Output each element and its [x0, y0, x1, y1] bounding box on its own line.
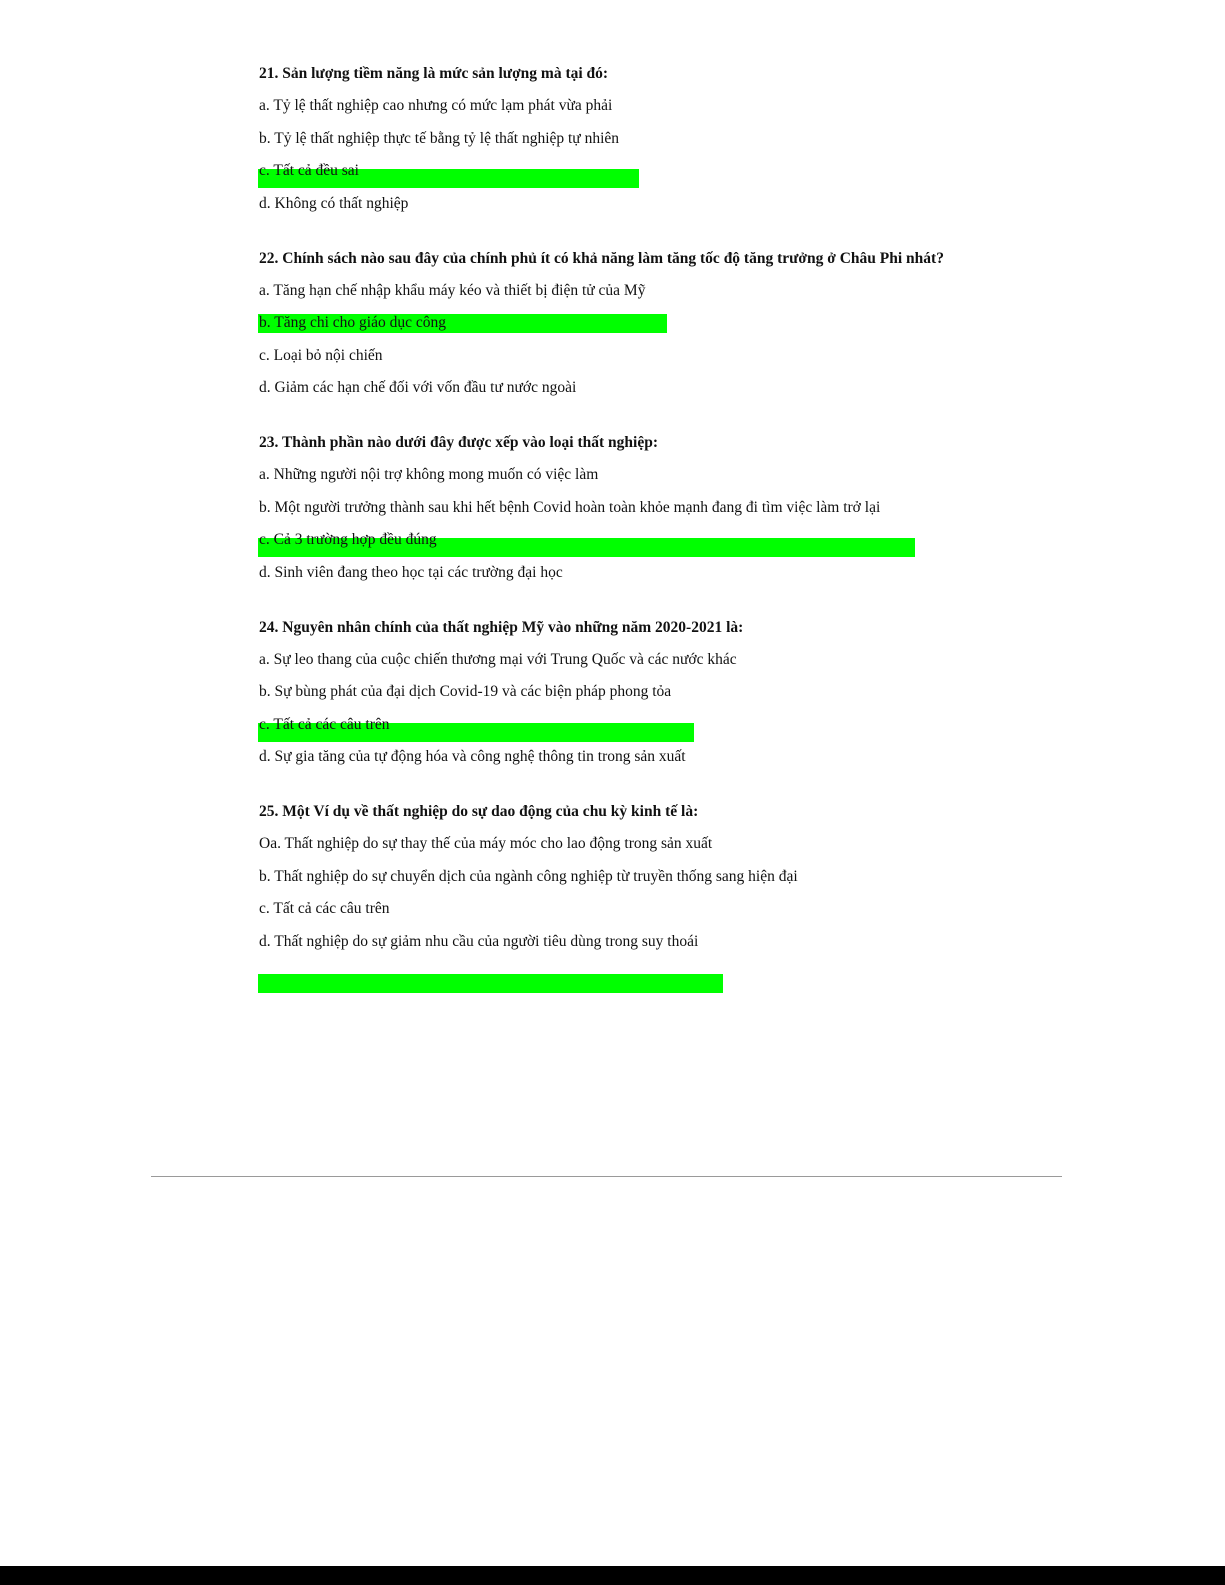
answer-option-c[interactable]: [259, 714, 959, 735]
answer-text: c. Cả 3 trường hợp đều đúng: [259, 531, 437, 548]
answer-option-b[interactable]: [259, 312, 959, 333]
answer-option-c[interactable]: [259, 160, 959, 181]
question-21: [259, 63, 959, 214]
question-title: 25. Một Ví dụ về thất nghiệp do sự dao động của chu kỳ kinh tế là:: [259, 803, 699, 820]
answer-option-b[interactable]: [259, 128, 959, 149]
answer-option-a[interactable]: [259, 280, 959, 301]
answer-option-d[interactable]: [259, 746, 959, 767]
answer-option-c[interactable]: [259, 529, 959, 550]
answer-option-c[interactable]: [259, 345, 959, 366]
answer-text: b. Sự bùng phát của đại dịch Covid-19 và các biện pháp phong tỏa: [259, 683, 672, 700]
answer-text: Oa. Thất nghiệp do sự thay thế của máy móc cho lao động trong sản xuất: [259, 835, 713, 852]
answer-option-b[interactable]: [259, 681, 959, 702]
answer-text: d. Sự gia tăng của tự động hóa và công nghệ thông tin trong sản xuất: [259, 748, 686, 765]
answer-option-d[interactable]: [259, 193, 959, 214]
answer-option-a[interactable]: [259, 464, 959, 485]
answer-text: b. Tỷ lệ thất nghiệp thực tế bằng tỷ lệ thất nghiệp tự nhiên: [259, 129, 620, 147]
question-24: [259, 617, 959, 768]
answer-option-d[interactable]: [259, 562, 959, 583]
quiz-content: [259, 63, 959, 993]
answer-option-a[interactable]: [259, 95, 959, 116]
answer-option-c[interactable]: [259, 898, 959, 919]
question-title: 23. Thành phần nào dưới đây được xếp vào loại thất nghiệp:: [259, 434, 658, 451]
answer-option-b[interactable]: [259, 866, 959, 887]
answer-text: b. Tăng chi cho giáo dục công: [259, 314, 446, 331]
answer-text: c. Tất cả đều sai: [259, 162, 359, 179]
answer-option-b[interactable]: [259, 497, 959, 518]
question-23: [259, 432, 959, 583]
bottom-edge-bar: [0, 1566, 1225, 1585]
answer-text: b. Thất nghiệp do sự chuyển dịch của ngành công nghiệp từ truyền thống sang hiện đại: [259, 867, 798, 885]
answer-option-d[interactable]: [259, 931, 959, 952]
answer-text: b. Một người trưởng thành sau khi hết bệnh Covid hoàn toàn khỏe mạnh đang đi tìm việc làm trở lại: [259, 498, 881, 516]
page-divider: [151, 1176, 1062, 1177]
answer-text: c. Tất cả các câu trên: [259, 715, 390, 733]
question-22: [259, 248, 959, 399]
answer-text: a. Sự leo thang của cuộc chiến thương mại với Trung Quốc và các nước khác: [259, 650, 737, 668]
question-title: 24. Nguyên nhân chính của thất nghiệp Mỹ vào những năm 2020-2021 là:: [259, 618, 744, 636]
answer-text: c. Tất cả các câu trên: [259, 900, 390, 917]
answer-text: d. Không có thất nghiệp: [259, 194, 409, 212]
question-title: 22. Chính sách nào sau đây của chính phủ ít có khả năng làm tăng tốc độ tăng trưởng ở Châu Phi nhát?: [259, 249, 944, 267]
answer-text: a. Tăng hạn chế nhập khẩu máy kéo và thiết bị điện tử của Mỹ: [259, 281, 646, 299]
question-25: [259, 801, 959, 993]
answer-option-a[interactable]: [259, 833, 959, 854]
answer-option-d[interactable]: [259, 377, 959, 398]
answer-text: c. Loại bỏ nội chiến: [259, 346, 383, 364]
answer-text: d. Giảm các hạn chế đối với vốn đầu tư nước ngoài: [259, 379, 577, 396]
answer-highlight: [258, 974, 723, 993]
answer-text: a. Những người nội trợ không mong muốn có việc làm: [259, 466, 599, 483]
answer-text: a. Tỷ lệ thất nghiệp cao nhưng có mức lạm phát vừa phải: [259, 97, 613, 114]
answer-option-a[interactable]: [259, 649, 959, 670]
answer-text: d. Sinh viên đang theo học tại các trường đại học: [259, 563, 563, 581]
answer-text: d. Thất nghiệp do sự giảm nhu cầu của người tiêu dùng trong suy thoái: [259, 932, 699, 950]
question-title: 21. Sản lượng tiềm năng là mức sản lượng mà tại đó:: [259, 65, 609, 82]
